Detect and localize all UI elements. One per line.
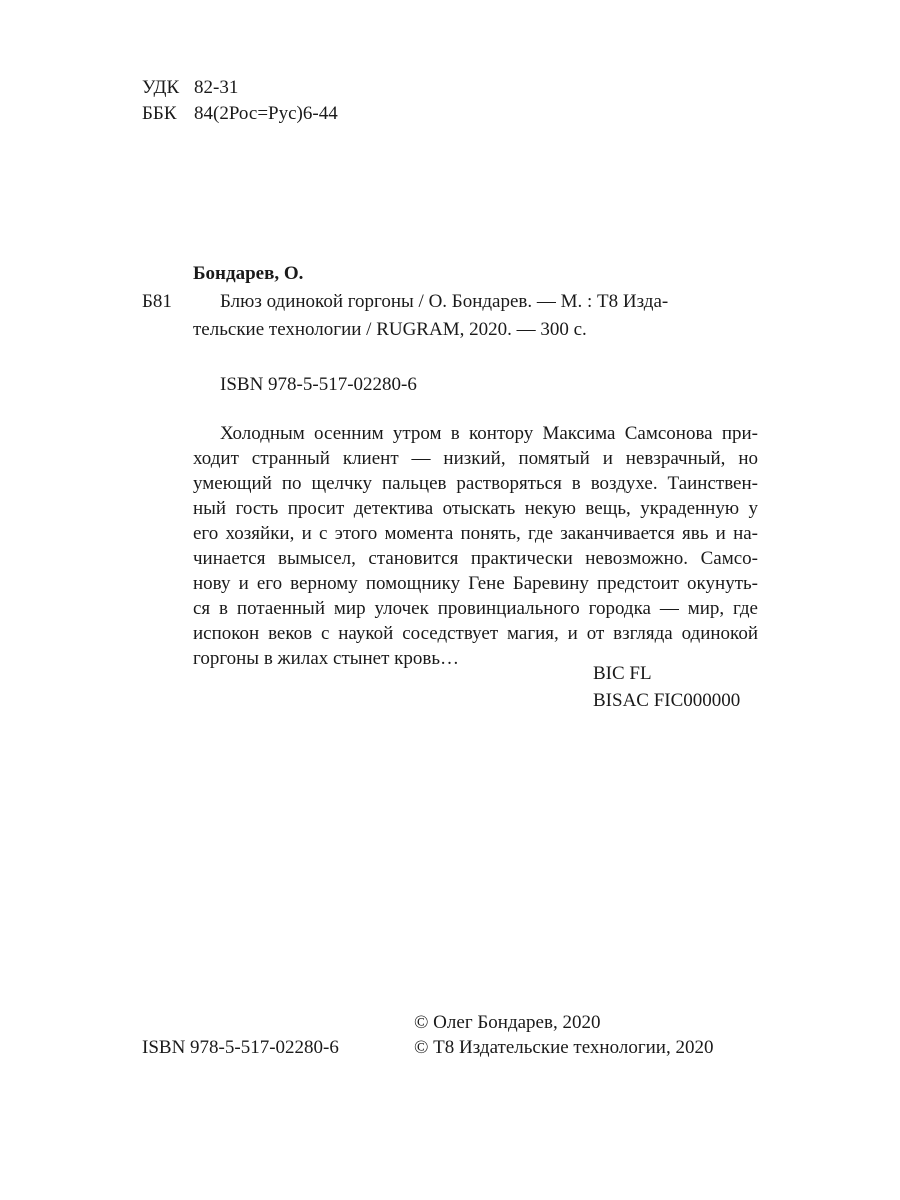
annotation-line: ся в потаенный мир улочек провинциального городка — мир, где [193, 598, 758, 619]
bisac-code: BISAC FIC000000 [593, 690, 741, 711]
copyright-publisher: © Т8 Издательские технологии, 2020 [414, 1037, 714, 1058]
annotation-line: ходит странный клиент — низкий, помятый и невзрачный, но [193, 448, 758, 469]
author-code: Б81 [142, 291, 172, 312]
bbk-row [142, 101, 338, 126]
bib-description-line-2: тельские технологии / RUGRAM, 2020. — 300 с. [193, 319, 587, 340]
annotation-line: горгоны в жилах стынет кровь… [193, 648, 460, 669]
copyright-author: © Олег Бондарев, 2020 [414, 1012, 601, 1033]
annotation-line: нову и его верному помощнику Гене Баревину предстоит окунуть- [193, 573, 758, 594]
annotation-line: испокон веков с наукой соседствует магия, и от взгляда одинокой [193, 623, 758, 644]
annotation-line: умеющий по щелчку пальцев растворяться в воздухе. Таинствен- [193, 473, 758, 494]
bib-description-line-1: Блюз одинокой горгоны / О. Бондарев. — М. : Т8 Изда- [220, 291, 669, 312]
annotation-line: его хозяйки, и с этого момента понять, где заканчивается явь и на- [193, 523, 758, 544]
annotation-line: Холодным осенним утром в контору Максима Самсонова при- [220, 423, 758, 444]
udk-row [142, 75, 238, 100]
bbk-label: ББК [142, 103, 177, 124]
bic-code: BIC FL [593, 663, 652, 684]
annotation-line: ный гость просит детектива отыскать некую вещь, украденную у [193, 498, 758, 519]
isbn-footer: ISBN 978-5-517-02280-6 [142, 1037, 339, 1058]
annotation-line: чинается вымысел, становится практически невозможно. Самсо- [193, 548, 758, 569]
isbn-record: ISBN 978-5-517-02280-6 [220, 374, 417, 395]
udk-value: 82-31 [194, 77, 239, 98]
bbk-value: 84(2Рос=Рус)6-44 [194, 103, 338, 124]
udk-label: УДК [142, 77, 180, 98]
author-name: Бондарев, О. [193, 263, 304, 284]
annotation [193, 421, 758, 671]
